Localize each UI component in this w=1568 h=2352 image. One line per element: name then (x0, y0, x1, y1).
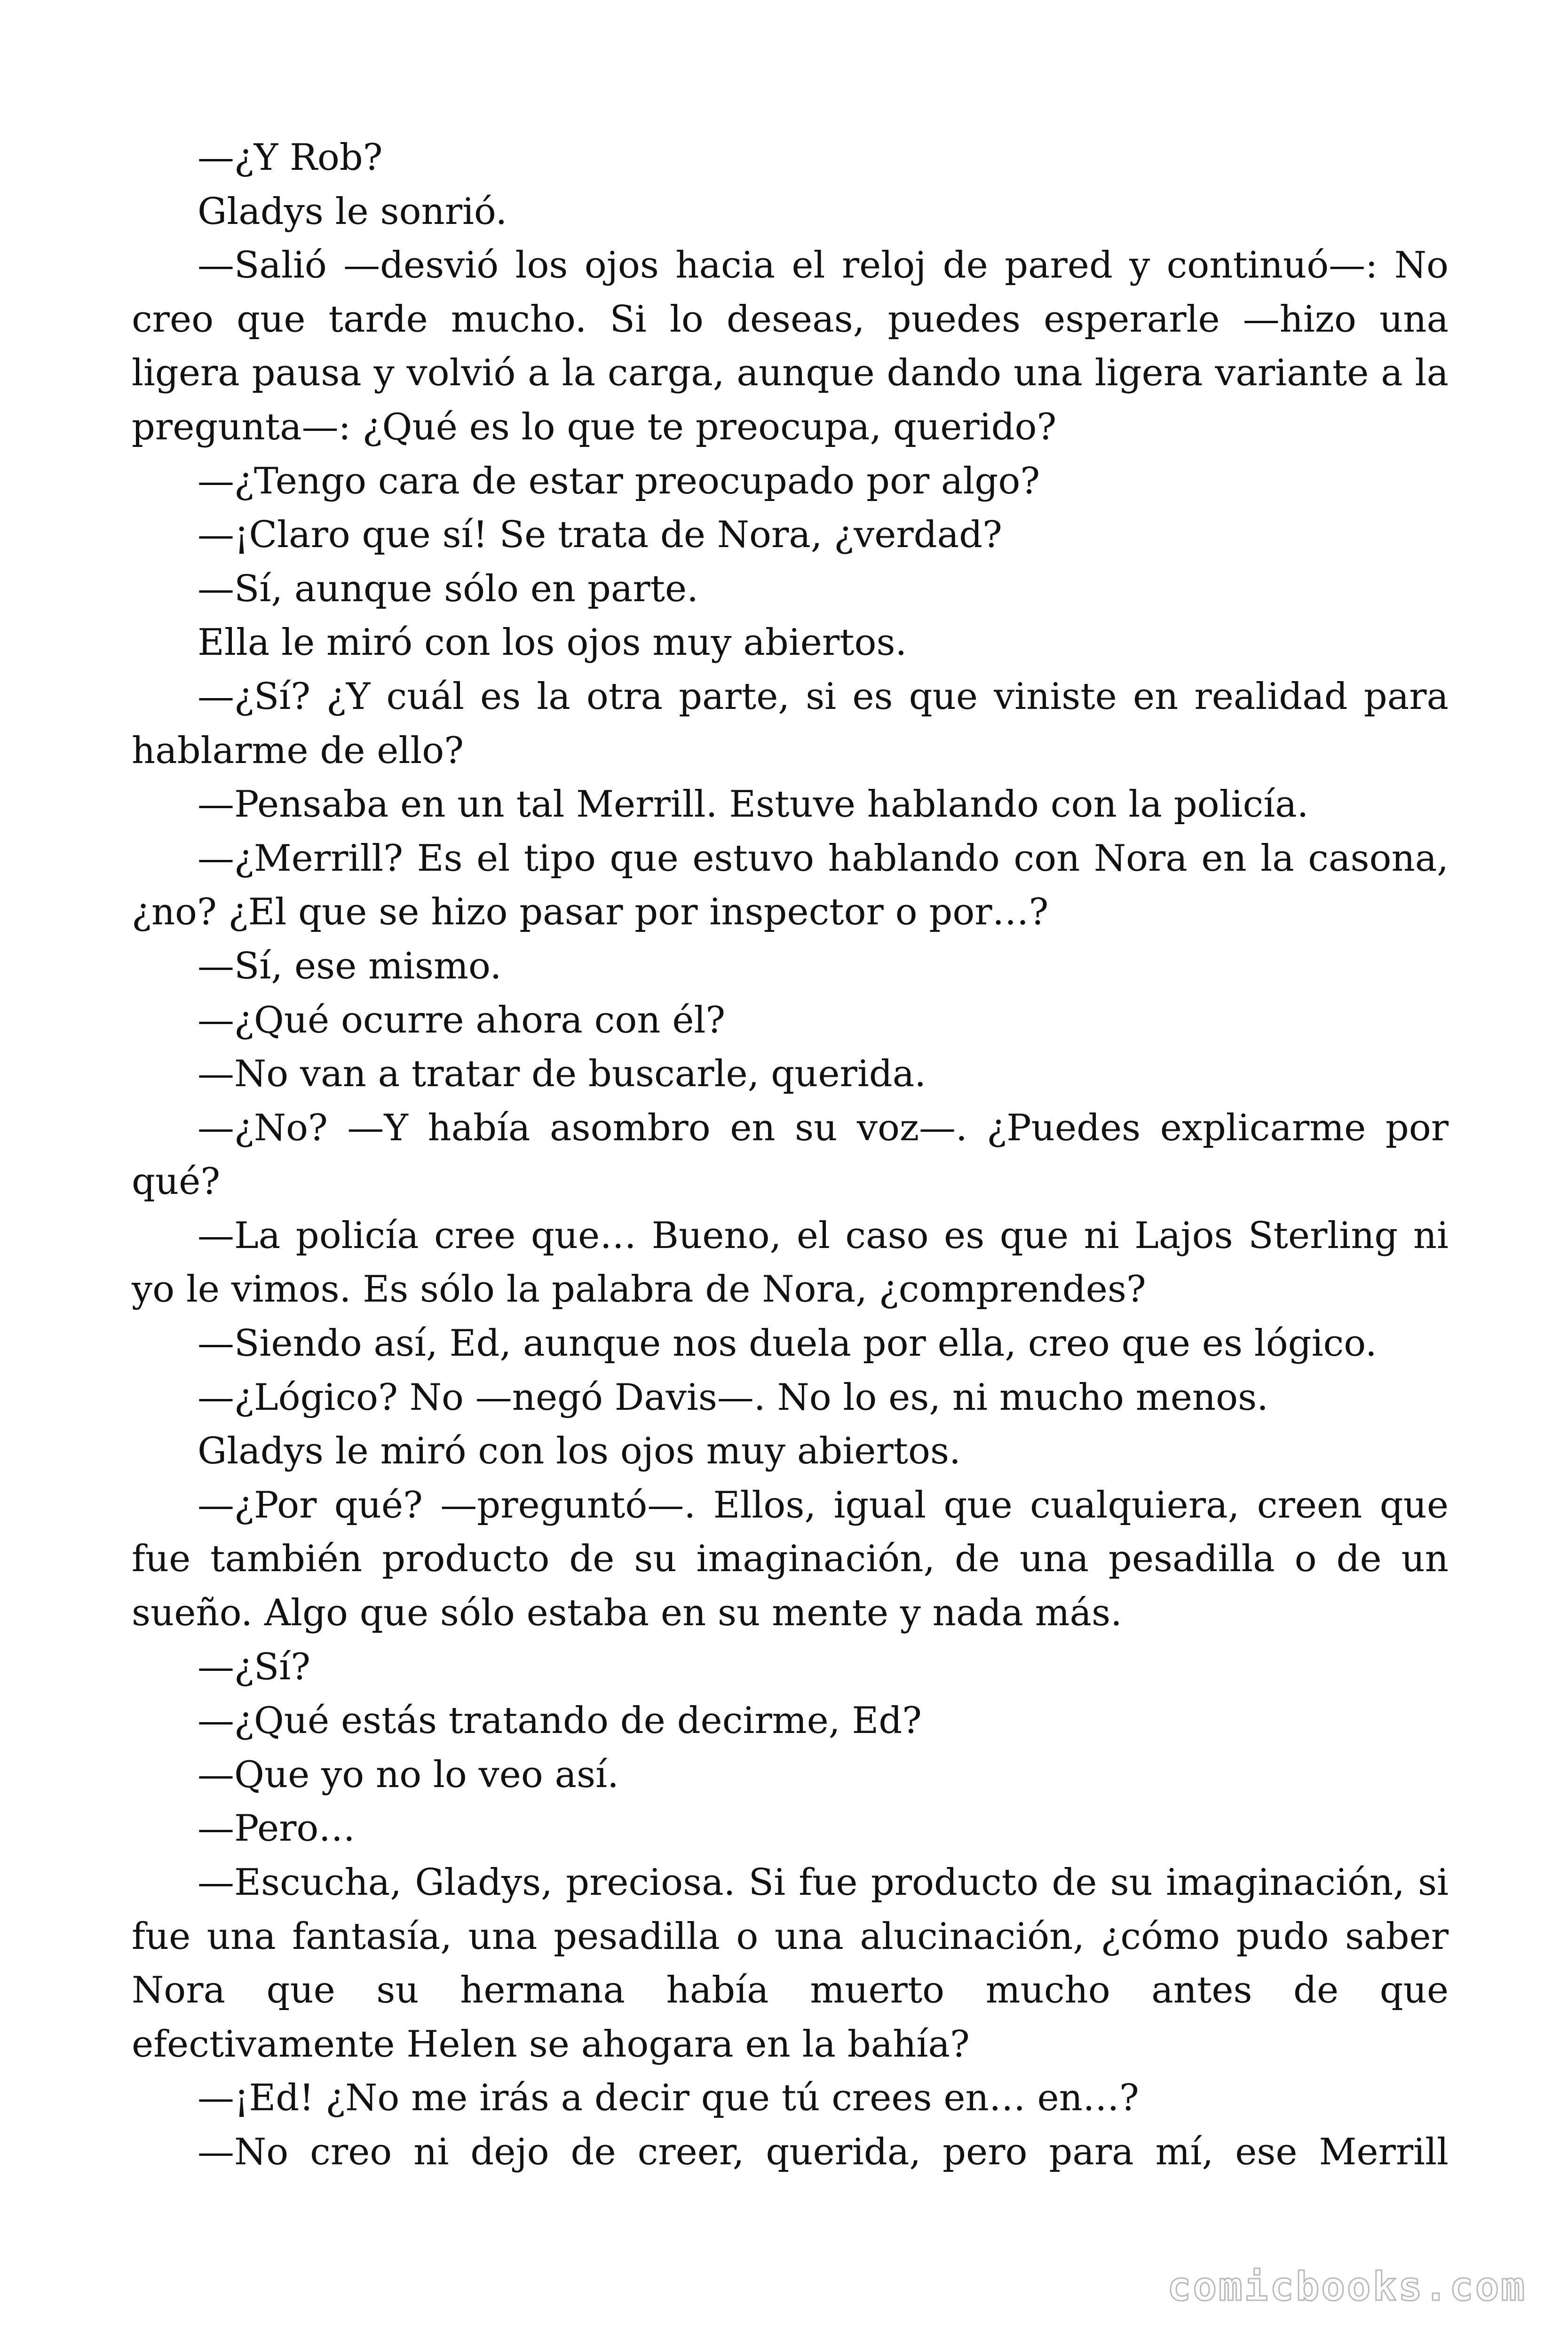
paragraph: —Sí, ese mismo. (198, 945, 502, 987)
paragraph: —¿Sí? (198, 1645, 311, 1688)
paragraph: —¿Tengo cara de estar preocupado por algo? (198, 460, 1040, 502)
paragraph: —Salió —desvió los ojos hacia el reloj de pared y continuó—: No creo que tarde mucho. Si lo deseas, puedes esperarle —hizo una ligera pausa y volvió a la carga, aunque dando una ligera variante a la pregunta—: ¿Qué es lo que te preocupa, querido? (132, 244, 1449, 448)
paragraph: —Pensaba en un tal Merrill. Estuve hablando con la policía. (198, 783, 1309, 826)
paragraph: —¿Y Rob? (198, 136, 383, 179)
page-body (132, 131, 1449, 2179)
paragraph: —Siendo así, Ed, aunque nos duela por ella, creo que es lógico. (198, 1322, 1377, 1365)
paragraph: Gladys le miró con los ojos muy abiertos. (198, 1430, 961, 1473)
paragraph: —¿Lógico? No —negó Davis—. No lo es, ni mucho menos. (198, 1376, 1268, 1419)
paragraph: —¿No? —Y había asombro en su voz—. ¿Puedes explicarme por qué? (132, 1106, 1449, 1203)
paragraph: Gladys le sonrió. (198, 190, 507, 233)
paragraph: —Escucha, Gladys, preciosa. Si fue producto de su imaginación, si fue una fantasía, una pesadilla o una alucinación, ¿cómo pudo saber Nora que su hermana había muerto mucho antes de que efectivamente Helen se ahogara en la bahía? (132, 1861, 1449, 2066)
paragraph-last: —No creo ni dejo de creer, querida, pero para mí, ese Merrill (198, 2130, 1449, 2173)
paragraph: —Sí, aunque sólo en parte. (198, 567, 698, 610)
paragraph: —Que yo no lo veo así. (198, 1753, 619, 1796)
paragraph: —¡Claro que sí! Se trata de Nora, ¿verdad? (198, 514, 1002, 556)
paragraph: —¡Ed! ¿No me irás a decir que tú crees en… en…? (198, 2077, 1139, 2120)
paragraph: —¿Merrill? Es el tipo que estuvo hablando con Nora en la casona, ¿no? ¿El que se hizo pasar por inspector o por…? (132, 837, 1449, 934)
paragraph: Ella le miró con los ojos muy abiertos. (198, 621, 907, 664)
paragraph: —¿Por qué? —preguntó—. Ellos, igual que cualquiera, creen que fue también producto de su imaginación, de una pesadilla o de un sueño. Algo que sólo estaba en su mente y nada más. (132, 1484, 1449, 1635)
paragraph: —¿Sí? ¿Y cuál es la otra parte, si es que viniste en realidad para hablarme de ello? (132, 675, 1449, 772)
paragraph: —¿Qué estás tratando de decirme, Ed? (198, 1700, 922, 1742)
paragraph: —No van a tratar de buscarle, querida. (198, 1053, 926, 1096)
paragraph: —Pero… (198, 1807, 356, 1850)
paragraph: —¿Qué ocurre ahora con él? (198, 999, 726, 1041)
watermark-logo: comicbooks.com (1167, 2264, 1527, 2310)
paragraph: —La policía cree que… Bueno, el caso es que ni Lajos Sterling ni yo le vimos. Es sólo la palabra de Nora, ¿comprendes? (132, 1214, 1449, 1311)
